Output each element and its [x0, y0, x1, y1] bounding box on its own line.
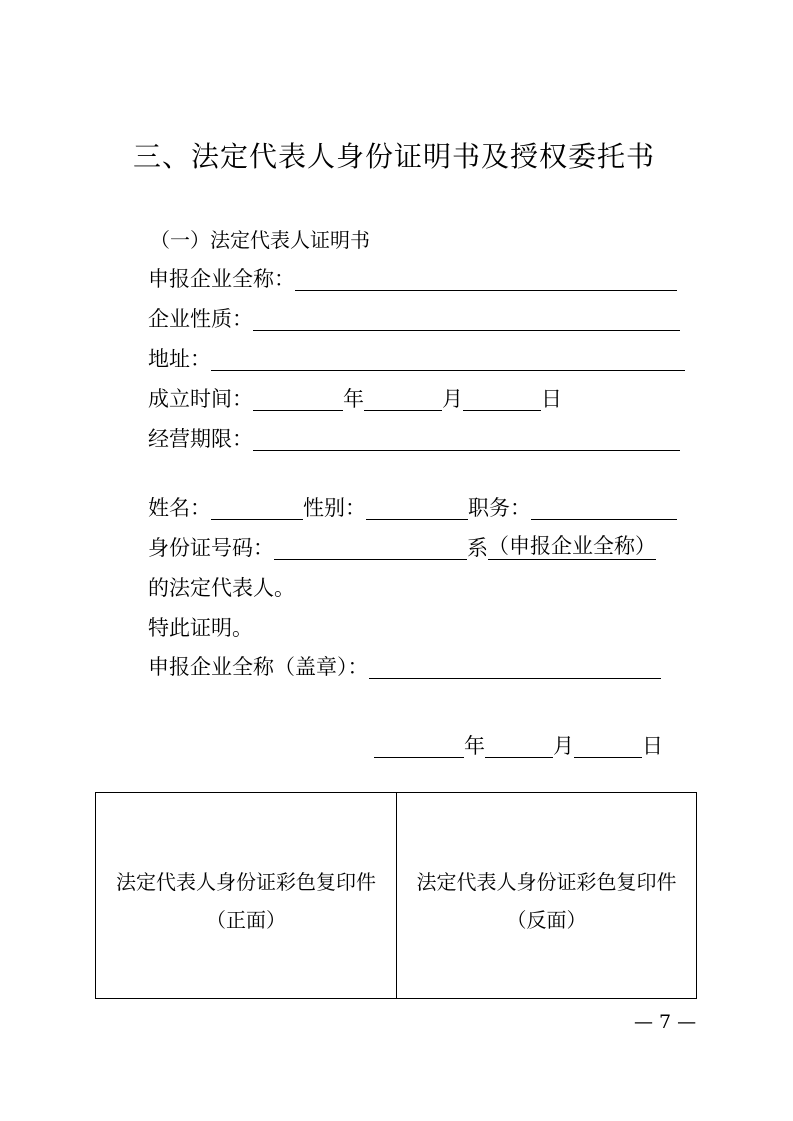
page-number: — 7 — [634, 1011, 697, 1033]
id-number-row [148, 533, 656, 563]
signature-year-label: 年 [464, 734, 485, 758]
seal-field[interactable] [369, 655, 661, 679]
id-front-side: （正面） [206, 907, 286, 932]
legal-rep-line: 的法定代表人。 [148, 576, 295, 600]
signature-day-label: 日 [642, 734, 663, 758]
signature-day-field[interactable] [574, 734, 642, 758]
company-nature-row [148, 304, 680, 334]
name-label: 姓名： [148, 496, 211, 520]
seal-row [148, 652, 661, 682]
section-subtitle: （一）法定代表人证明书 [150, 228, 370, 252]
established-label: 成立时间： [148, 387, 253, 411]
company-name-row [148, 264, 677, 294]
company-nature-field[interactable] [253, 307, 680, 331]
id-back-cell[interactable] [396, 793, 696, 998]
established-month-field[interactable] [364, 387, 442, 411]
gender-label: 性别： [303, 496, 366, 520]
company-name-label: 申报企业全称： [148, 267, 295, 291]
position-field[interactable] [531, 496, 677, 520]
established-date-row [148, 384, 562, 414]
operating-term-row [148, 424, 680, 454]
is-label: 系 [467, 536, 488, 560]
month-label: 月 [442, 387, 463, 411]
operating-term-label: 经营期限： [148, 427, 253, 451]
company-name-field[interactable] [295, 267, 677, 291]
id-front-title: 法定代表人身份证彩色复印件 [116, 869, 376, 894]
id-back-side: （反面） [506, 907, 587, 932]
id-number-label: 身份证号码： [148, 536, 274, 560]
page-title: 三、法定代表人身份证明书及授权委托书 [133, 140, 656, 173]
position-label: 职务： [468, 496, 531, 520]
id-back-title: 法定代表人身份证彩色复印件 [416, 869, 677, 894]
seal-label: 申报企业全称（盖章）： [148, 655, 369, 679]
company-nature-label: 企业性质： [148, 307, 253, 331]
address-row [148, 344, 685, 374]
signature-year-field[interactable] [374, 734, 464, 758]
signature-month-label: 月 [553, 734, 574, 758]
established-year-field[interactable] [253, 387, 343, 411]
signature-month-field[interactable] [485, 734, 553, 758]
year-label: 年 [343, 387, 364, 411]
certify-line: 特此证明。 [148, 616, 253, 640]
company-name-placeholder: （申报企业全称） [488, 534, 656, 558]
address-field[interactable] [211, 347, 685, 371]
signature-date-row [374, 731, 663, 761]
person-info-row [148, 493, 677, 523]
established-day-field[interactable] [463, 387, 541, 411]
id-number-field[interactable] [274, 536, 467, 560]
day-label: 日 [541, 387, 562, 411]
address-label: 地址： [148, 347, 211, 371]
operating-term-field[interactable] [253, 427, 680, 451]
name-field[interactable] [211, 496, 303, 520]
id-copy-table [95, 792, 697, 999]
gender-field[interactable] [366, 496, 468, 520]
id-front-cell[interactable] [96, 793, 396, 998]
